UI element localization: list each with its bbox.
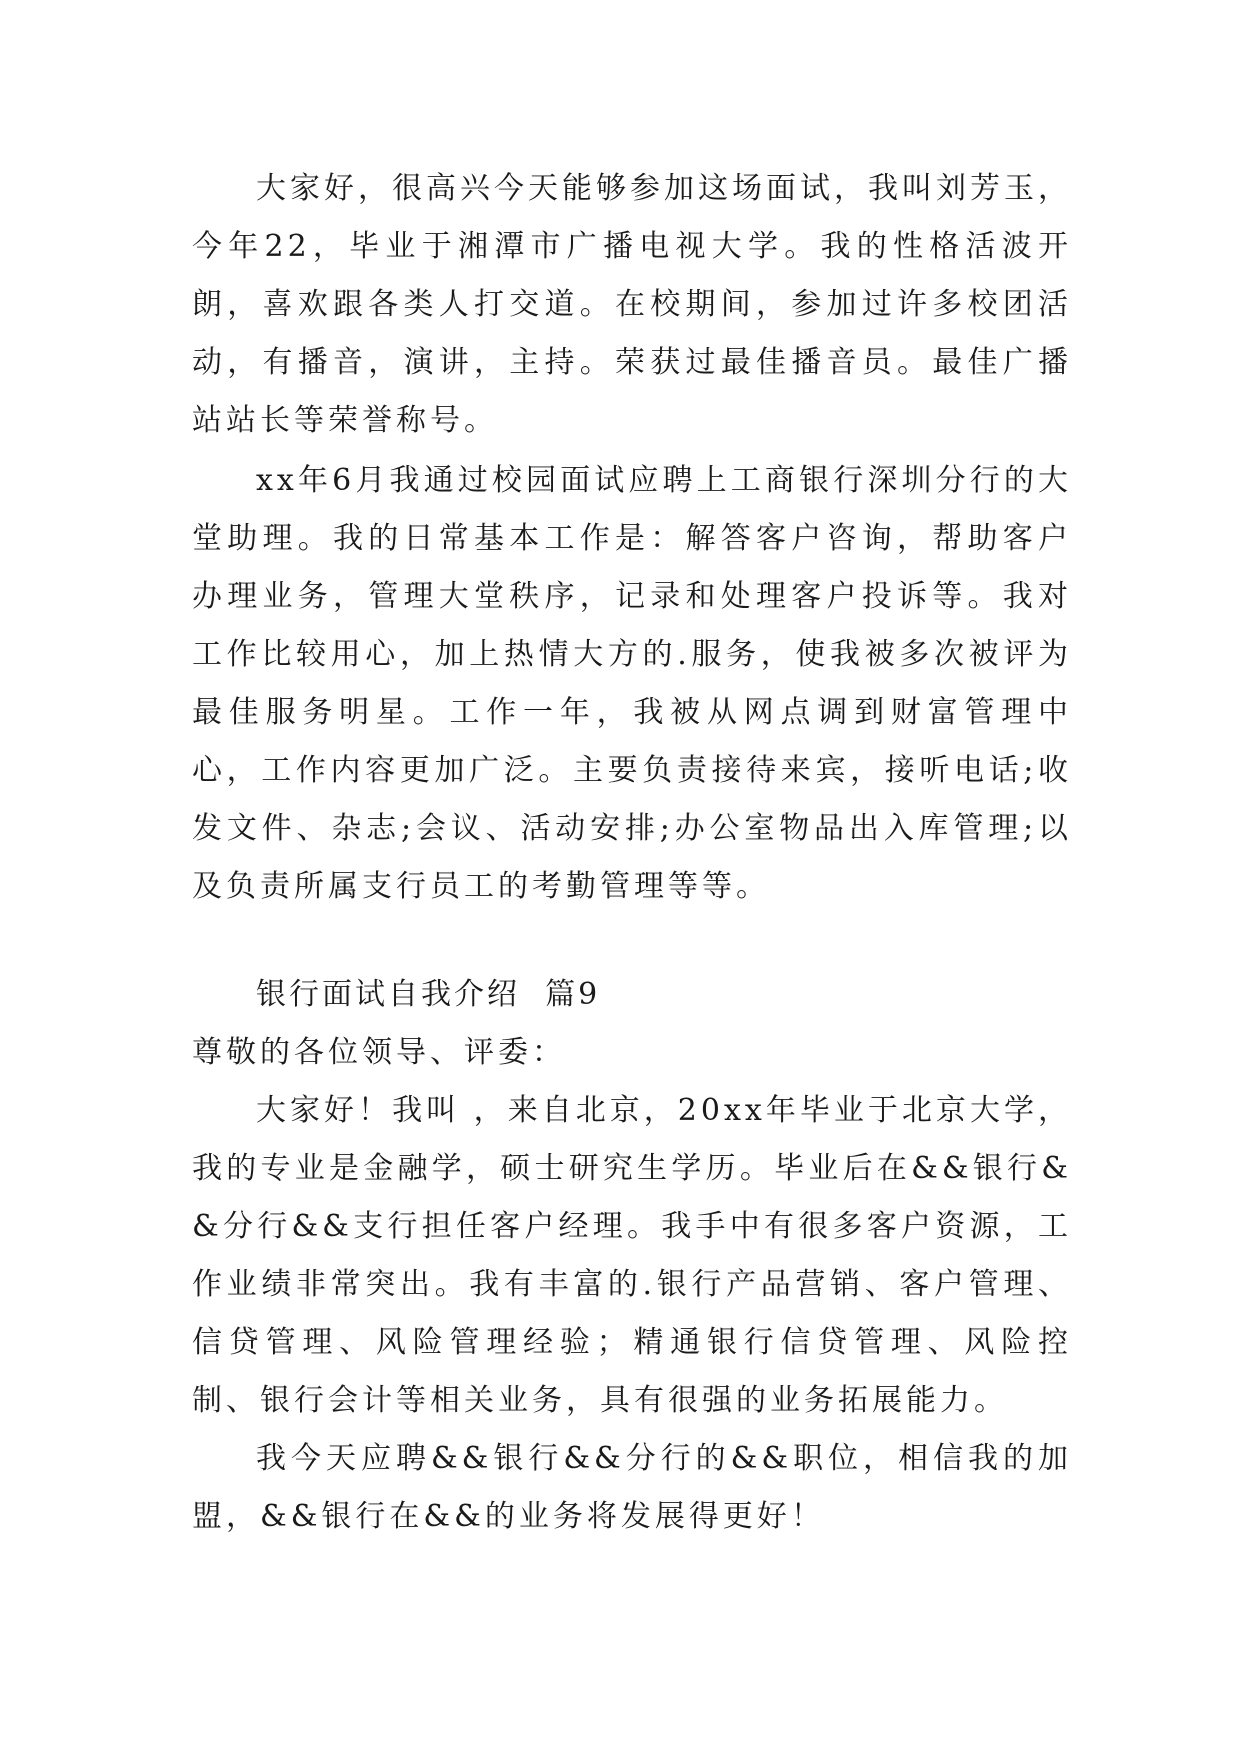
salutation: 尊敬的各位领导、评委： [192, 1035, 566, 1070]
section-heading: 银行面试自我介绍 篇9 [256, 977, 601, 1012]
paragraph-application: 我今天应聘&&银行&&分行的&&职位，相信我的加盟，&&银行在&&的业务将发展得更好！ [192, 1441, 1072, 1534]
paragraph-self-introduction: 大家好！我叫 ，来自北京，20xx年毕业于北京大学，我的专业是金融学，硕士研究生学历。毕业后在&&银行&&分行&&支行担任客户经理。我手中有很多客户资源，工作业绩非常突出。我有丰富的.银行产品营销、客户管理、信贷管理、风险管理经验；精通银行信贷管理、风险控制、银行会计等相关业务，具有很强的业务拓展能力。 [192, 1093, 1072, 1418]
paragraph-intro: 大家好，很高兴今天能够参加这场面试，我叫刘芳玉，今年22，毕业于湘潭市广播电视大学。我的性格活波开朗，喜欢跟各类人打交道。在校期间，参加过许多校团活动，有播音，演讲，主持。荣获过最佳播音员。最佳广播站站长等荣誉称号。 [192, 171, 1072, 438]
document-body [192, 160, 1072, 1546]
paragraph-work-experience: xx年6月我通过校园面试应聘上工商银行深圳分行的大堂助理。我的日常基本工作是：解答客户咨询，帮助客户办理业务，管理大堂秩序，记录和处理客户投诉等。我对工作比较用心，加上热情大方的.服务，使我被多次被评为最佳服务明星。工作一年，我被从网点调到财富管理中心，工作内容更加广泛。主要负责接待来宾，接听电话;收发文件、杂志;会议、活动安排;办公室物品出入库管理;以及负责所属支行员工的考勤管理等等。 [192, 463, 1072, 904]
